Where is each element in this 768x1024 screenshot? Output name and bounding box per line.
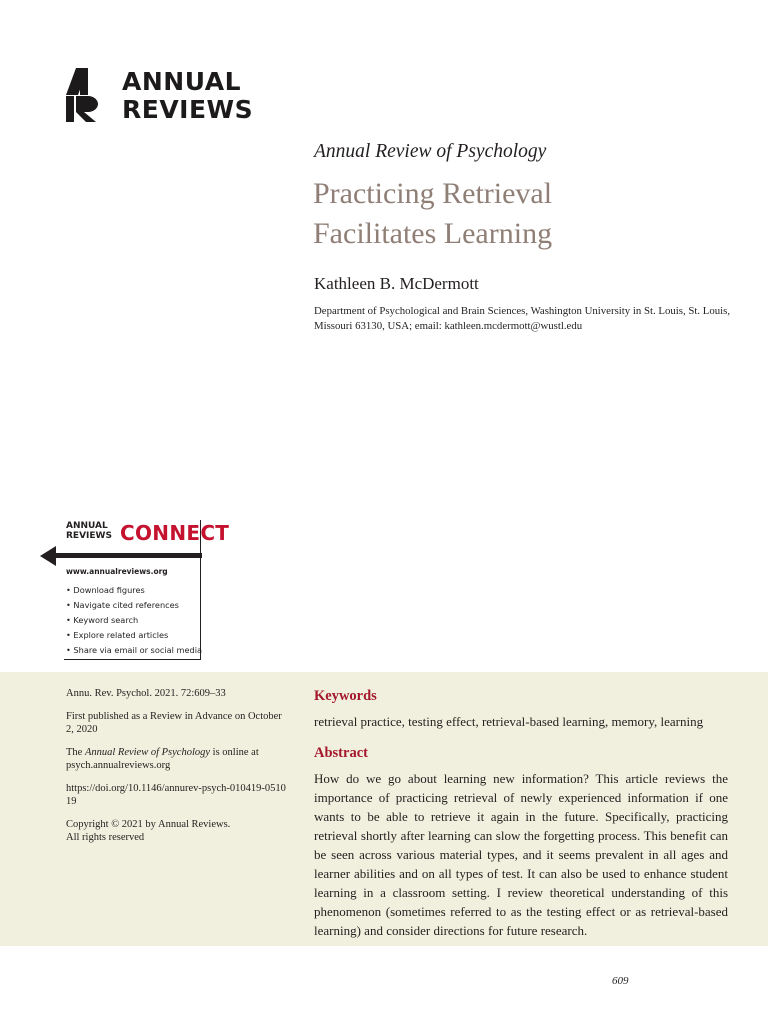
connect-feature-list <box>66 583 202 658</box>
annual-reviews-logo <box>66 68 266 124</box>
connect-feature: • Explore related articles <box>66 630 169 640</box>
article-title <box>313 174 733 254</box>
publication-metadata <box>66 687 286 854</box>
copyright-line: Copyright © 2021 by Annual Reviews. <box>66 819 231 830</box>
rights-line: All rights reserved <box>66 832 145 843</box>
copyright <box>66 818 286 844</box>
online-prefix: The <box>66 747 85 758</box>
online-suffix: is online at psych.annualreviews.org <box>66 747 259 771</box>
keywords-heading: Keywords <box>314 688 377 704</box>
title-line-1: Practicing Retrieval <box>313 177 553 210</box>
online-journal: Annual Review of Psychology <box>84 747 211 758</box>
connect-feature: • Keyword search <box>66 615 139 625</box>
keywords-text: retrieval practice, testing effect, retrieval-based learning, memory, learning <box>314 714 704 729</box>
doi-link[interactable]: https://doi.org/10.1146/annurev-psych-010419-051019 <box>66 783 286 807</box>
author-name: Kathleen B. McDermott <box>314 274 479 293</box>
connect-url: www.annualreviews.org <box>66 567 168 576</box>
connect-ar-label <box>66 521 112 541</box>
connect-feature: • Download figures <box>66 585 145 595</box>
ar-logo-icon <box>66 68 100 122</box>
connect-feature: • Share via email or social media <box>66 645 203 655</box>
title-line-2: Facilitates Learning <box>313 217 553 250</box>
abstract-heading: Abstract <box>314 745 368 761</box>
connect-border-bottom <box>64 659 201 660</box>
page-number: 609 <box>612 975 629 987</box>
journal-name: Annual Review of Psychology <box>314 141 547 162</box>
connect-wordmark: CONNECT <box>120 521 230 545</box>
connect-box <box>40 516 230 660</box>
citation: Annu. Rev. Psychol. 2021. 72:609–33 <box>66 688 226 699</box>
author-affiliation: Department of Psychological and Brain Sciences, Washington University in St. Louis, St. Louis, Missouri 63130, USA; email: kathleen.mcdermott@wustl.edu <box>314 305 731 332</box>
online-notice <box>66 746 286 772</box>
connect-ar-line-2: REVIEWS <box>66 531 112 541</box>
connect-feature: • Navigate cited references <box>66 600 179 610</box>
logo-wordmark <box>122 68 253 124</box>
first-published: First published as a Review in Advance on October 2, 2020 <box>66 711 282 735</box>
logo-line-1: ANNUAL <box>122 67 242 96</box>
arrow-left-icon <box>40 546 202 566</box>
connect-ar-line-1: ANNUAL <box>66 521 108 531</box>
abstract-text: How do we go about learning new information? This article reviews the importance of practicing retrieval of newly experienced information if one wants to be able to retrieve it again in the future. Specifically, practicing retrieval shortly after learning can slow the forgetting process. This benefit can be seen across various material types, and it seems prevalent in all ages and learner abilities and on all types of test. It can also be used to enhance student learning in a classroom setting. I review theoretical understanding of this phenomenon (sometimes referred to as the testing effect or as retrieval-based learning) and consider directions for future research. <box>314 771 728 938</box>
logo-line-2: REVIEWS <box>122 95 254 124</box>
